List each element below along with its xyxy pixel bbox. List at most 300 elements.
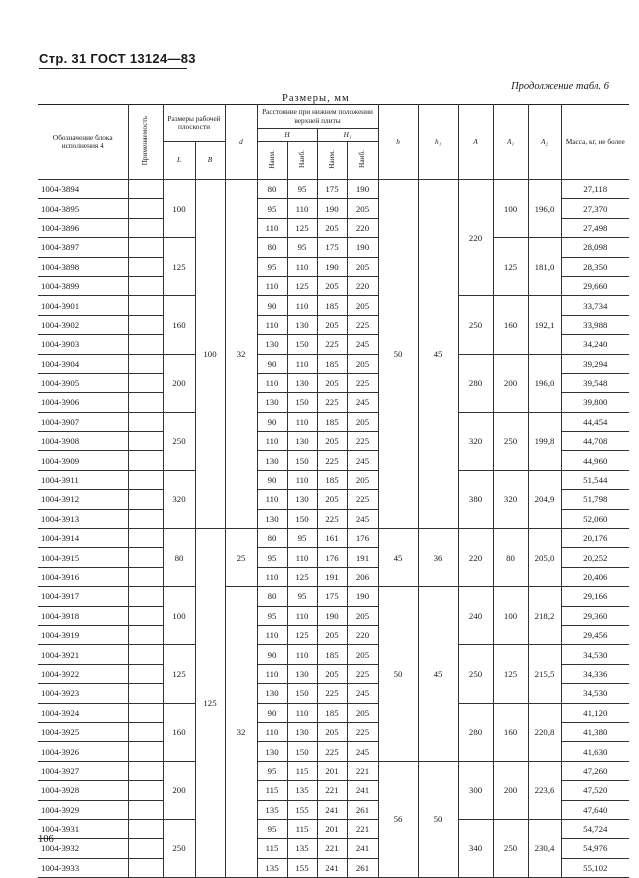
H-min-cell: 110	[257, 625, 287, 644]
designation-cell: 1004-3922	[38, 664, 128, 683]
h-cell: 56	[378, 761, 418, 877]
H-max-cell: 135	[287, 781, 317, 800]
mass-cell: 27,118	[561, 180, 629, 199]
designation-cell: 1004-3899	[38, 276, 128, 295]
H-min-cell: 110	[257, 664, 287, 683]
designation-cell: 1004-3916	[38, 567, 128, 586]
H1-min-cell: 185	[317, 645, 347, 664]
H1-max-cell: 225	[347, 722, 378, 741]
col-A2: A₂	[528, 105, 561, 180]
H-min-cell: 110	[257, 722, 287, 741]
mass-cell: 29,456	[561, 625, 629, 644]
L-cell: 80	[163, 529, 195, 587]
designation-cell: 1004-3896	[38, 218, 128, 237]
mass-cell: 28,098	[561, 238, 629, 257]
A-cell: 320	[458, 412, 493, 470]
H1-min-cell: 175	[317, 180, 347, 199]
H1-max-cell: 221	[347, 819, 378, 838]
H1-min-cell: 241	[317, 800, 347, 819]
designation-cell: 1004-3898	[38, 257, 128, 276]
designation-cell: 1004-3901	[38, 296, 128, 315]
L-cell: 100	[163, 180, 195, 238]
L-cell: 200	[163, 354, 195, 412]
H-min-cell: 80	[257, 529, 287, 548]
A2-cell: 220,8	[528, 703, 561, 761]
A2-cell: 199,8	[528, 412, 561, 470]
H-min-cell: 80	[257, 180, 287, 199]
mass-cell: 41,380	[561, 722, 629, 741]
H-max-cell: 110	[287, 645, 317, 664]
L-cell: 250	[163, 819, 195, 877]
H-max-cell: 115	[287, 761, 317, 780]
table-row	[38, 354, 629, 373]
mass-cell: 54,724	[561, 819, 629, 838]
applicability-cell	[128, 819, 163, 838]
col-H-max: Наиб.	[287, 142, 317, 180]
designation-cell: 1004-3902	[38, 315, 128, 334]
L-cell: 250	[163, 412, 195, 470]
H-min-cell: 90	[257, 412, 287, 431]
H-max-cell: 115	[287, 819, 317, 838]
H1-max-cell: 205	[347, 606, 378, 625]
H1-min-cell: 205	[317, 432, 347, 451]
H-max-cell: 110	[287, 606, 317, 625]
applicability-cell	[128, 742, 163, 761]
H-min-cell: 130	[257, 335, 287, 354]
H1-max-cell: 245	[347, 509, 378, 528]
designation-cell: 1004-3917	[38, 587, 128, 606]
H1-max-cell: 205	[347, 703, 378, 722]
designation-cell: 1004-3923	[38, 684, 128, 703]
applicability-cell	[128, 373, 163, 392]
A-cell: 340	[458, 819, 493, 877]
designation-cell: 1004-3904	[38, 354, 128, 373]
mass-cell: 55,102	[561, 858, 629, 877]
applicability-cell	[128, 335, 163, 354]
H-max-cell: 130	[287, 315, 317, 334]
H-max-cell: 150	[287, 451, 317, 470]
page-number: 106	[38, 834, 54, 845]
H-min-cell: 90	[257, 354, 287, 373]
A-cell: 250	[458, 296, 493, 354]
mass-cell: 47,520	[561, 781, 629, 800]
mass-cell: 47,640	[561, 800, 629, 819]
applicability-cell	[128, 218, 163, 237]
H1-max-cell: 205	[347, 257, 378, 276]
col-H1-max: Наиб.	[347, 142, 378, 180]
H-min-cell: 90	[257, 703, 287, 722]
continuation-label: Продолжение табл. 6	[511, 81, 609, 92]
designation-cell: 1004-3897	[38, 238, 128, 257]
applicability-cell	[128, 276, 163, 295]
H-max-cell: 110	[287, 257, 317, 276]
H1-min-cell: 185	[317, 354, 347, 373]
applicability-cell	[128, 761, 163, 780]
A-cell: 300	[458, 761, 493, 819]
designation-cell: 1004-3927	[38, 761, 128, 780]
H-min-cell: 110	[257, 373, 287, 392]
applicability-cell	[128, 625, 163, 644]
H1-min-cell: 225	[317, 335, 347, 354]
mass-cell: 27,370	[561, 199, 629, 218]
mass-cell: 27,498	[561, 218, 629, 237]
col-designation: Обозначение блока исполнения 4	[38, 105, 128, 180]
designation-cell: 1004-3913	[38, 509, 128, 528]
h-cell: 45	[378, 529, 418, 587]
applicability-cell	[128, 451, 163, 470]
designation-cell: 1004-3919	[38, 625, 128, 644]
mass-cell: 34,240	[561, 335, 629, 354]
applicability-cell	[128, 432, 163, 451]
designation-cell: 1004-3928	[38, 781, 128, 800]
B-cell: 125	[195, 529, 225, 878]
H-min-cell: 80	[257, 587, 287, 606]
H-max-cell: 110	[287, 548, 317, 567]
H-max-cell: 95	[287, 238, 317, 257]
H1-max-cell: 206	[347, 567, 378, 586]
H1-min-cell: 205	[317, 373, 347, 392]
sizes-label: Размеры, мм	[282, 93, 350, 104]
applicability-cell	[128, 529, 163, 548]
applicability-cell	[128, 354, 163, 373]
mass-cell: 29,166	[561, 587, 629, 606]
A2-cell: 181,0	[528, 238, 561, 296]
mass-cell: 20,176	[561, 529, 629, 548]
mass-cell: 54,976	[561, 839, 629, 858]
designation-cell: 1004-3903	[38, 335, 128, 354]
A2-cell: 215,5	[528, 645, 561, 703]
mass-cell: 33,734	[561, 296, 629, 315]
H-max-cell: 130	[287, 432, 317, 451]
designation-cell: 1004-3895	[38, 199, 128, 218]
designation-cell: 1004-3912	[38, 490, 128, 509]
H1-max-cell: 241	[347, 839, 378, 858]
H1-max-cell: 176	[347, 529, 378, 548]
A-cell: 220	[458, 180, 493, 296]
H-max-cell: 95	[287, 180, 317, 199]
H1-max-cell: 225	[347, 315, 378, 334]
H-min-cell: 110	[257, 567, 287, 586]
H1-min-cell: 205	[317, 276, 347, 295]
L-cell: 125	[163, 645, 195, 703]
col-applicability: Применяемость	[128, 105, 163, 180]
H-min-cell: 110	[257, 218, 287, 237]
H1-min-cell: 175	[317, 587, 347, 606]
table-row	[38, 296, 629, 315]
designation-cell: 1004-3914	[38, 529, 128, 548]
applicability-cell	[128, 839, 163, 858]
H1-max-cell: 225	[347, 490, 378, 509]
table-row	[38, 761, 629, 780]
A1-cell: 320	[493, 470, 528, 528]
designation-cell: 1004-3931	[38, 819, 128, 838]
H-min-cell: 110	[257, 315, 287, 334]
H1-min-cell: 225	[317, 684, 347, 703]
H-max-cell: 110	[287, 296, 317, 315]
col-h: h	[378, 105, 418, 180]
H-max-cell: 135	[287, 839, 317, 858]
H-max-cell: 150	[287, 742, 317, 761]
mass-cell: 34,530	[561, 684, 629, 703]
h1-cell: 45	[418, 180, 458, 529]
H1-min-cell: 190	[317, 199, 347, 218]
H1-max-cell: 245	[347, 451, 378, 470]
H1-min-cell: 190	[317, 606, 347, 625]
H-max-cell: 125	[287, 276, 317, 295]
H-max-cell: 125	[287, 567, 317, 586]
d-cell: 25	[225, 529, 257, 587]
H1-max-cell: 245	[347, 684, 378, 703]
applicability-cell	[128, 238, 163, 257]
applicability-cell	[128, 257, 163, 276]
H1-min-cell: 205	[317, 722, 347, 741]
H1-max-cell: 245	[347, 393, 378, 412]
designation-cell: 1004-3907	[38, 412, 128, 431]
H1-min-cell: 205	[317, 218, 347, 237]
H1-min-cell: 205	[317, 315, 347, 334]
applicability-cell	[128, 587, 163, 606]
L-cell: 160	[163, 703, 195, 761]
H-min-cell: 110	[257, 490, 287, 509]
table-row	[38, 238, 629, 257]
col-d: d	[225, 105, 257, 180]
A1-cell: 160	[493, 703, 528, 761]
mass-cell: 47,260	[561, 761, 629, 780]
H1-min-cell: 161	[317, 529, 347, 548]
col-B: B	[195, 142, 225, 180]
mass-cell: 28,350	[561, 257, 629, 276]
H1-max-cell: 225	[347, 373, 378, 392]
H-max-cell: 130	[287, 373, 317, 392]
applicability-cell	[128, 664, 163, 683]
H1-min-cell: 205	[317, 490, 347, 509]
H1-max-cell: 205	[347, 470, 378, 489]
h-cell: 50	[378, 180, 418, 529]
designation-cell: 1004-3926	[38, 742, 128, 761]
mass-cell: 34,336	[561, 664, 629, 683]
H-min-cell: 95	[257, 199, 287, 218]
A1-cell: 80	[493, 529, 528, 587]
L-cell: 160	[163, 296, 195, 354]
H1-max-cell: 225	[347, 664, 378, 683]
applicability-cell	[128, 199, 163, 218]
H1-max-cell: 220	[347, 276, 378, 295]
mass-cell: 39,294	[561, 354, 629, 373]
H1-max-cell: 205	[347, 412, 378, 431]
H1-min-cell: 185	[317, 412, 347, 431]
H1-max-cell: 220	[347, 625, 378, 644]
designation-cell: 1004-3918	[38, 606, 128, 625]
designation-cell: 1004-3924	[38, 703, 128, 722]
col-mass: Масса, кг, не более	[561, 105, 629, 180]
A1-cell: 125	[493, 645, 528, 703]
H-max-cell: 110	[287, 470, 317, 489]
mass-cell: 51,544	[561, 470, 629, 489]
H-min-cell: 90	[257, 470, 287, 489]
applicability-cell	[128, 567, 163, 586]
col-H: H	[257, 129, 317, 142]
H1-max-cell: 205	[347, 199, 378, 218]
H1-min-cell: 191	[317, 567, 347, 586]
col-H-min: Наим.	[257, 142, 287, 180]
table-row	[38, 587, 629, 606]
H-min-cell: 110	[257, 276, 287, 295]
d-cell: 32	[225, 587, 257, 878]
H1-max-cell: 190	[347, 180, 378, 199]
applicability-cell	[128, 393, 163, 412]
A2-cell: 223,6	[528, 761, 561, 819]
H1-max-cell: 261	[347, 800, 378, 819]
mass-cell: 20,252	[561, 548, 629, 567]
table-row	[38, 470, 629, 489]
applicability-cell	[128, 645, 163, 664]
H-max-cell: 110	[287, 703, 317, 722]
applicability-cell	[128, 703, 163, 722]
L-cell: 125	[163, 238, 195, 296]
H1-max-cell: 220	[347, 218, 378, 237]
H1-max-cell: 245	[347, 742, 378, 761]
H-min-cell: 80	[257, 238, 287, 257]
applicability-cell	[128, 509, 163, 528]
H1-max-cell: 190	[347, 587, 378, 606]
H1-max-cell: 261	[347, 858, 378, 877]
mass-cell: 39,800	[561, 393, 629, 412]
H1-min-cell: 201	[317, 819, 347, 838]
H-max-cell: 130	[287, 490, 317, 509]
H-max-cell: 125	[287, 218, 317, 237]
H1-min-cell: 225	[317, 742, 347, 761]
applicability-cell	[128, 180, 163, 199]
A2-cell: 230,4	[528, 819, 561, 877]
H-max-cell: 95	[287, 587, 317, 606]
H-max-cell: 110	[287, 354, 317, 373]
col-A1: A₁	[493, 105, 528, 180]
H-min-cell: 115	[257, 839, 287, 858]
H1-min-cell: 185	[317, 470, 347, 489]
H1-max-cell: 205	[347, 354, 378, 373]
col-A: A	[458, 105, 493, 180]
designation-cell: 1004-3906	[38, 393, 128, 412]
H-max-cell: 155	[287, 858, 317, 877]
table-row	[38, 703, 629, 722]
applicability-cell	[128, 296, 163, 315]
A-cell: 280	[458, 354, 493, 412]
H-max-cell: 125	[287, 625, 317, 644]
designation-cell: 1004-3905	[38, 373, 128, 392]
designation-cell: 1004-3911	[38, 470, 128, 489]
A1-cell: 100	[493, 587, 528, 645]
header-rule	[39, 68, 187, 69]
mass-cell: 34,530	[561, 645, 629, 664]
mass-cell: 41,120	[561, 703, 629, 722]
applicability-cell	[128, 606, 163, 625]
mass-cell: 20,406	[561, 567, 629, 586]
designation-cell: 1004-3915	[38, 548, 128, 567]
A2-cell: 196,0	[528, 354, 561, 412]
H1-max-cell: 221	[347, 761, 378, 780]
applicability-cell	[128, 548, 163, 567]
H-min-cell: 90	[257, 296, 287, 315]
designation-cell: 1004-3932	[38, 839, 128, 858]
H1-min-cell: 190	[317, 257, 347, 276]
H1-min-cell: 176	[317, 548, 347, 567]
H-min-cell: 95	[257, 548, 287, 567]
A-cell: 250	[458, 645, 493, 703]
H1-min-cell: 185	[317, 296, 347, 315]
col-L: L	[163, 142, 195, 180]
designation-cell: 1004-3929	[38, 800, 128, 819]
H-min-cell: 115	[257, 781, 287, 800]
col-H1: H₁	[317, 129, 378, 142]
H-min-cell: 95	[257, 257, 287, 276]
mass-cell: 41,630	[561, 742, 629, 761]
H1-max-cell: 241	[347, 781, 378, 800]
d-cell: 32	[225, 180, 257, 529]
A1-cell: 100	[493, 180, 528, 238]
table-row	[38, 529, 629, 548]
mass-cell: 29,360	[561, 606, 629, 625]
applicability-cell	[128, 781, 163, 800]
designation-cell: 1004-3908	[38, 432, 128, 451]
A1-cell: 125	[493, 238, 528, 296]
A1-cell: 250	[493, 412, 528, 470]
H1-min-cell: 225	[317, 393, 347, 412]
designation-cell: 1004-3909	[38, 451, 128, 470]
H-min-cell: 95	[257, 761, 287, 780]
H1-min-cell: 221	[317, 781, 347, 800]
H-max-cell: 110	[287, 199, 317, 218]
mass-cell: 44,708	[561, 432, 629, 451]
applicability-cell	[128, 412, 163, 431]
A1-cell: 200	[493, 354, 528, 412]
table-row	[38, 180, 629, 199]
A1-cell: 200	[493, 761, 528, 819]
col-work-surface: Размеры рабочей плоскости	[163, 105, 225, 142]
H-max-cell: 130	[287, 722, 317, 741]
L-cell: 200	[163, 761, 195, 819]
H-max-cell: 110	[287, 412, 317, 431]
mass-cell: 29,660	[561, 276, 629, 295]
A2-cell: 218,2	[528, 587, 561, 645]
mass-cell: 39,548	[561, 373, 629, 392]
H-max-cell: 150	[287, 684, 317, 703]
H-max-cell: 150	[287, 509, 317, 528]
dimensions-table	[38, 104, 629, 878]
applicability-cell	[128, 490, 163, 509]
H1-min-cell: 225	[317, 509, 347, 528]
H-min-cell: 135	[257, 858, 287, 877]
applicability-cell	[128, 800, 163, 819]
applicability-cell	[128, 315, 163, 334]
H-min-cell: 130	[257, 684, 287, 703]
A2-cell: 192,1	[528, 296, 561, 354]
H1-min-cell: 205	[317, 664, 347, 683]
h1-cell: 45	[418, 587, 458, 762]
A2-cell: 196,0	[528, 180, 561, 238]
H1-max-cell: 205	[347, 645, 378, 664]
H1-min-cell: 221	[317, 839, 347, 858]
mass-cell: 33,988	[561, 315, 629, 334]
L-cell: 100	[163, 587, 195, 645]
A2-cell: 205,0	[528, 529, 561, 587]
H-min-cell: 95	[257, 819, 287, 838]
H-min-cell: 110	[257, 432, 287, 451]
mass-cell: 52,060	[561, 509, 629, 528]
H1-min-cell: 205	[317, 625, 347, 644]
applicability-cell	[128, 684, 163, 703]
H-min-cell: 135	[257, 800, 287, 819]
H1-min-cell: 175	[317, 238, 347, 257]
